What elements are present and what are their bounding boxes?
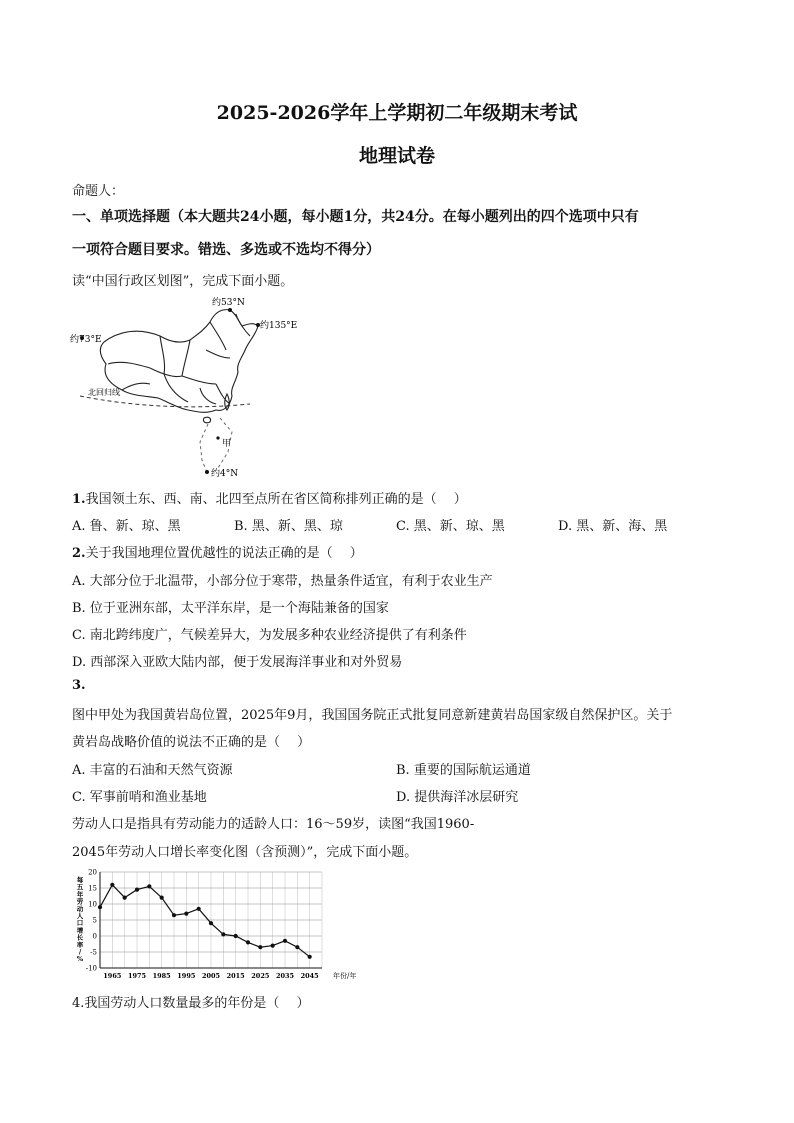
jia-marker [216, 436, 219, 439]
question-3-stem-line1: 图中甲处为我国黄岩岛位置，2025年9月，我国国务院正式批复同意新建黄岩岛国家级自然保护区。关于 [72, 708, 673, 723]
data-point [147, 884, 151, 888]
y-tick-label: -5 [90, 948, 97, 957]
question-4-number: 4. [72, 996, 85, 1011]
q2-option-b[interactable]: B. 位于亚洲东部，太平洋东岸，是一个海陆兼备的国家 [72, 601, 389, 616]
data-point [295, 945, 299, 949]
chart-y-tick-labels [86, 869, 97, 973]
tropic-label: 北回归线 [88, 388, 120, 397]
x-tick-label: 2005 [201, 972, 221, 980]
question-1-number: 1. [72, 492, 86, 507]
x-tick-label: 2015 [226, 972, 245, 980]
data-point [98, 905, 102, 909]
y-tick-label: 15 [88, 884, 97, 893]
page-subtitle: 地理试卷 [358, 145, 435, 167]
data-point [234, 934, 238, 938]
data-point [246, 940, 250, 944]
q2-option-d[interactable]: D. 西部深入亚欧大陆内部，便于发展海洋事业和对外贸易 [72, 655, 403, 670]
south-point-marker [205, 470, 209, 474]
chart-x-tick-labels [103, 972, 319, 980]
y-axis-label-char: 人 [76, 912, 84, 920]
x-tick-label: 2035 [275, 972, 295, 980]
data-point [221, 932, 225, 936]
chart-grid [100, 872, 322, 968]
data-point [258, 945, 262, 949]
west-label: 约73°E [70, 335, 102, 345]
data-point [283, 939, 287, 943]
y-axis-label-char: 口 [76, 919, 84, 928]
q3-option-a[interactable]: A. 丰富的石油和天然气资源 [72, 763, 233, 778]
author-label: 命题人： [72, 184, 125, 199]
y-axis-label-char: / [78, 948, 82, 956]
y-axis-label-char: 五 [76, 883, 84, 892]
q1-option-c[interactable]: C. 黑、新、琼、黑 [396, 519, 505, 534]
q3-option-d[interactable]: D. 提供海洋冰层研究 [396, 790, 519, 805]
question-4-stem: 4.我国劳动人口数量最多的年份是（ ） [72, 996, 310, 1011]
data-point [184, 912, 188, 916]
chart-intro-line2: 2045年劳动人口增长率变化图（含预测）”，完成下面小题。 [72, 845, 418, 860]
q1-option-d[interactable]: D. 黑、新、海、黑 [558, 519, 668, 534]
section-heading-line2: 一项符合题目要求。错选、多选或不选均不得分） [72, 242, 380, 258]
east-label: 约135°E [260, 321, 298, 331]
series-line [100, 885, 310, 957]
y-axis-label-char: 长 [76, 933, 84, 942]
x-tick-label: 2025 [251, 972, 270, 980]
y-axis-label-char: 率 [76, 940, 84, 949]
y-axis-label-char: 每 [76, 876, 84, 884]
data-point [123, 896, 127, 900]
north-point-marker [228, 308, 232, 312]
question-3-stem-line2: 黄岩岛战略价值的说法不正确的是（ ） [72, 735, 311, 750]
y-tick-label: 0 [92, 932, 97, 941]
x-tick-label: 1975 [127, 972, 147, 980]
y-tick-label: 5 [92, 916, 97, 925]
question-3-number: 3. [72, 678, 86, 693]
y-axis-label [77, 875, 84, 963]
q1-option-b[interactable]: B. 黑、新、黑、琼 [234, 519, 343, 534]
data-point [209, 921, 213, 925]
south-label: 约4°N [211, 469, 239, 479]
question-1-stem: 1.我国领土东、西、南、北四至点所在省区简称排列正确的是（ ） [72, 492, 467, 507]
y-tick-label: -10 [85, 964, 97, 973]
x-tick-label: 1995 [177, 972, 196, 980]
data-point [110, 883, 114, 887]
x-axis-label: 年份/年 [333, 972, 357, 980]
chart-intro-line1: 劳动人口是指具有劳动能力的适龄人口：16～59岁，读图“我国1960- [72, 817, 475, 832]
data-point [135, 888, 139, 892]
x-tick-label: 1985 [152, 972, 171, 980]
q1-option-a[interactable]: A. 鲁、新、琼、黑 [72, 519, 181, 534]
china-map [70, 292, 310, 484]
x-tick-label: 2045 [300, 972, 319, 980]
y-tick-label: 10 [88, 900, 97, 909]
y-axis-label-char: 增 [76, 926, 84, 935]
labor-growth-chart [70, 864, 360, 984]
north-label: 约53°N [212, 298, 245, 308]
q2-option-c[interactable]: C. 南北跨纬度广，气候差异大，为发展多种农业经济提供了有利条件 [72, 628, 467, 643]
data-point [160, 896, 164, 900]
y-axis-label-char: % [76, 955, 84, 964]
y-axis-label-char: 年 [76, 890, 84, 899]
q3-option-b[interactable]: B. 重要的国际航运通道 [396, 763, 531, 778]
q3-option-c[interactable]: C. 军事前哨和渔业基地 [72, 790, 207, 805]
data-point [197, 907, 201, 911]
jia-label: 甲 [222, 439, 232, 449]
question-2-stem: 2.关于我国地理位置优越性的说法正确的是（ ） [72, 546, 363, 561]
y-axis-label-char: 劳 [76, 897, 84, 906]
map-intro: 读“中国行政区划图”，完成下面小题。 [72, 274, 294, 289]
question-2-number: 2. [72, 546, 86, 561]
data-point [172, 913, 176, 917]
data-point [308, 955, 312, 959]
page-title: 2025-2026学年上学期初二年级期末考试 [216, 102, 578, 124]
y-axis-label-char: 动 [76, 904, 84, 913]
y-tick-label: 20 [88, 868, 97, 877]
x-tick-label: 1965 [103, 972, 122, 980]
section-heading-line1: 一、单项选择题（本大题共24小题，每小题1分，共24分。在每小题列出的四个选项中只有 [72, 209, 639, 225]
q2-option-a[interactable]: A. 大部分位于北温带，小部分位于寒带，热量条件适宜，有利于农业生产 [72, 574, 493, 589]
data-point [271, 944, 275, 948]
